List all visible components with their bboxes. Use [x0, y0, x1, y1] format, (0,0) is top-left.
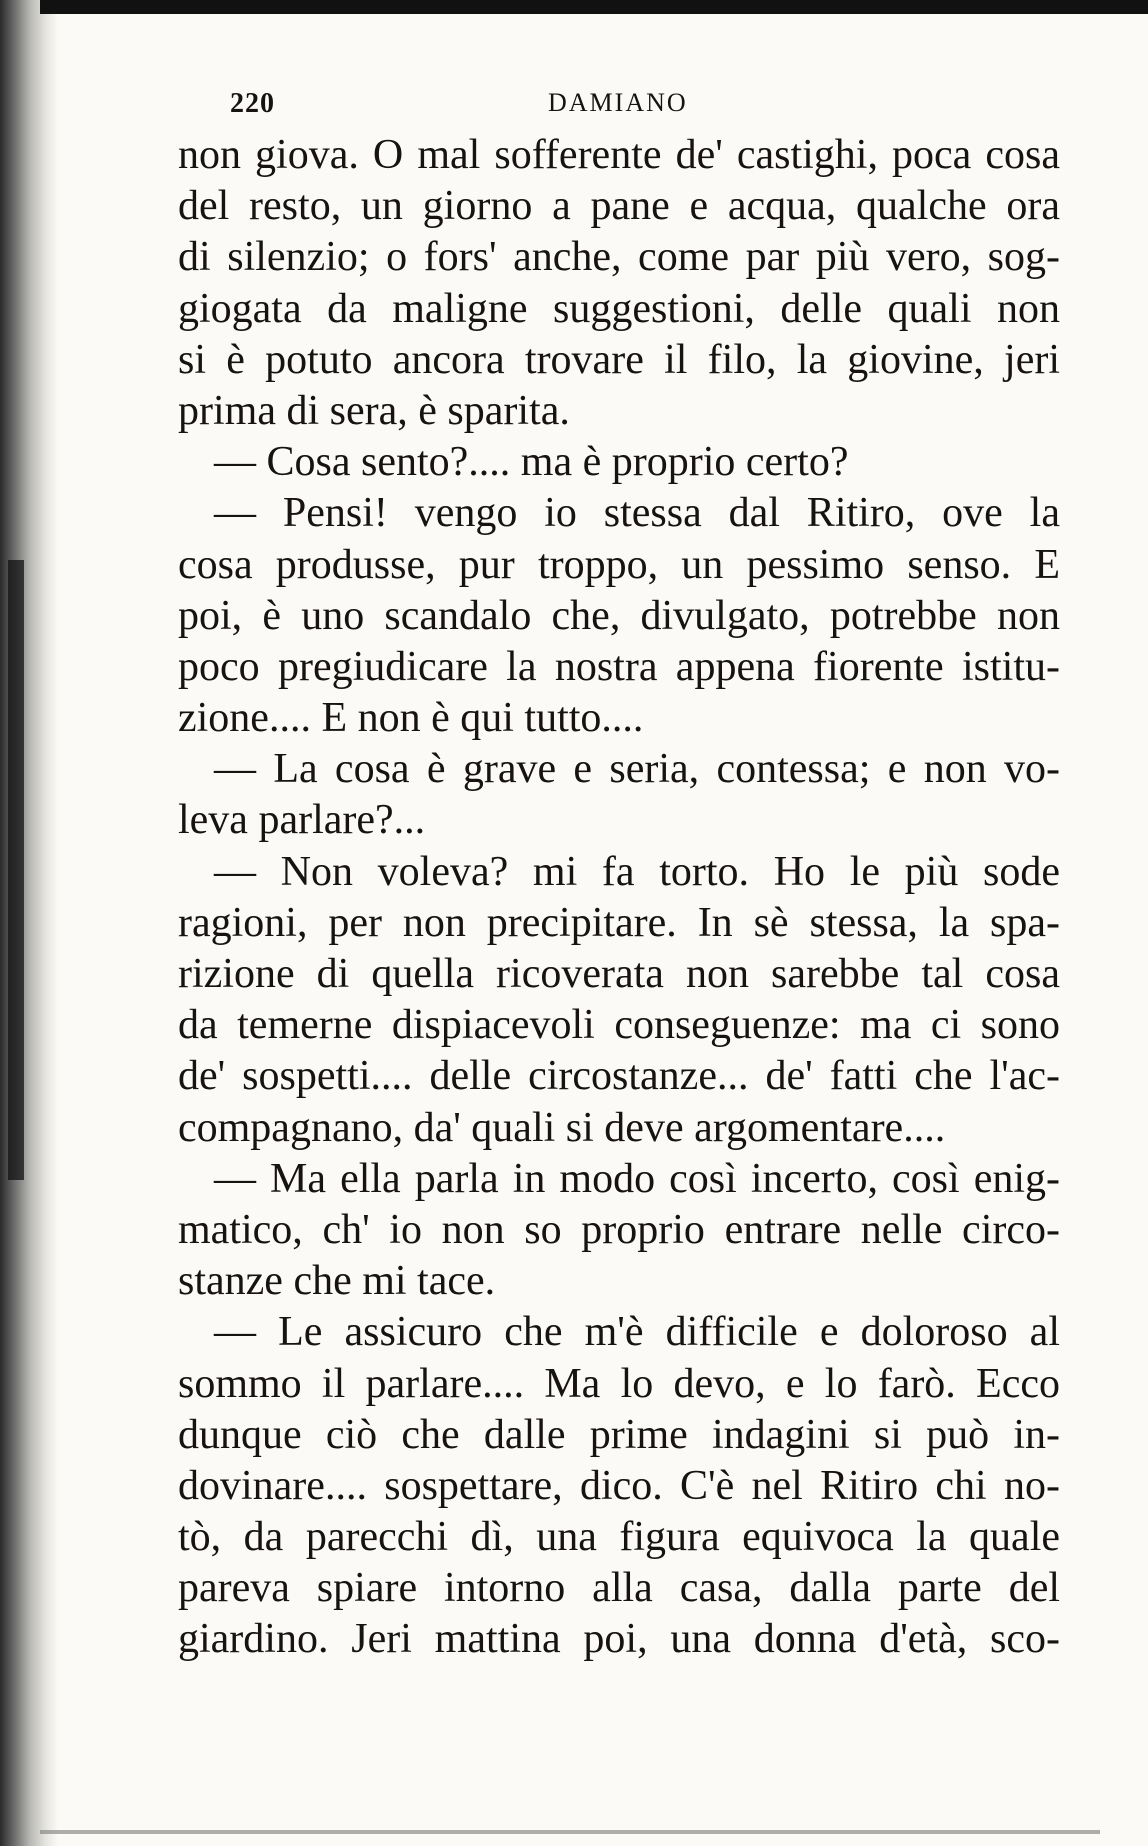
running-title: DAMIANO: [548, 88, 688, 117]
text-line: — Pensi! vengo io stessa dal Ritiro, ove la: [214, 490, 1060, 537]
text-line: compagnano, da' quali si deve argomentare....: [178, 1104, 946, 1151]
text-line: da temerne dispiacevoli conseguenze: ma ci sono: [178, 1002, 1060, 1049]
text-line: dovinare.... sospettare, dico. C'è nel Ritiro chi no-: [178, 1462, 1060, 1509]
text-line: del resto, un giorno a pane e acqua, qualche ora: [178, 183, 1060, 230]
text-line: — Le assicuro che m'è difficile e doloroso al: [214, 1309, 1060, 1356]
text-line: prima di sera, è sparita.: [178, 387, 570, 434]
page-number: 220: [230, 88, 275, 119]
text-line: stanze che mi tace.: [178, 1258, 496, 1305]
page-header: [178, 88, 1058, 124]
text-line: leva parlare?...: [178, 797, 426, 844]
text-line: giardino. Jeri mattina poi, una donna d'età, sco-: [178, 1616, 1060, 1663]
text-line: si è potuto ancora trovare il filo, la giovine, jeri: [178, 336, 1060, 383]
text-line: — Non voleva? mi fa torto. Ho le più sode: [214, 848, 1060, 895]
text-line: — La cosa è grave e seria, contessa; e non vo-: [214, 746, 1060, 793]
text-line: giogata da maligne suggestioni, delle quali non: [178, 285, 1060, 332]
text-line: tò, da parecchi dì, una figura equivoca la quale: [178, 1514, 1060, 1561]
text-line: poco pregiudicare la nostra appena fiorente istitu-: [178, 643, 1060, 690]
text-line: cosa produsse, pur troppo, un pessimo senso. E: [178, 541, 1060, 588]
text-line: matico, ch' io non so proprio entrare nelle circo-: [178, 1206, 1060, 1253]
text-line: — Ma ella parla in modo così incerto, così enig-: [214, 1155, 1060, 1202]
text-line: ragioni, per non precipitare. In sè stessa, la spa-: [178, 899, 1060, 946]
text-line: di silenzio; o fors' anche, come par più vero, sog-: [178, 234, 1060, 281]
text-line: rizione di quella ricoverata non sarebbe tal cosa: [178, 951, 1060, 997]
scan-bottom-edge: [40, 1830, 1100, 1834]
text-line: poi, è uno scandalo che, divulgato, potrebbe non: [178, 592, 1060, 639]
text-line: dunque ciò che dalle prime indagini si può in-: [178, 1411, 1060, 1458]
text-line: sommo il parlare.... Ma lo devo, e lo farò. Ecco: [178, 1360, 1060, 1407]
text-line: de' sospetti.... delle circostanze... de' fatti che l'ac-: [178, 1053, 1060, 1100]
text-line: — Cosa sento?.... ma è proprio certo?: [214, 439, 849, 486]
scan-top-edge: [40, 0, 1148, 14]
binding-mark: [8, 560, 24, 1180]
text-line: pareva spiare intorno alla casa, dalla parte del: [178, 1565, 1060, 1612]
body-text: [178, 130, 1060, 1666]
text-line: zione.... E non è qui tutto....: [178, 695, 644, 742]
text-line: non giova. O mal sofferente de' castighi, poca cosa: [178, 132, 1060, 178]
